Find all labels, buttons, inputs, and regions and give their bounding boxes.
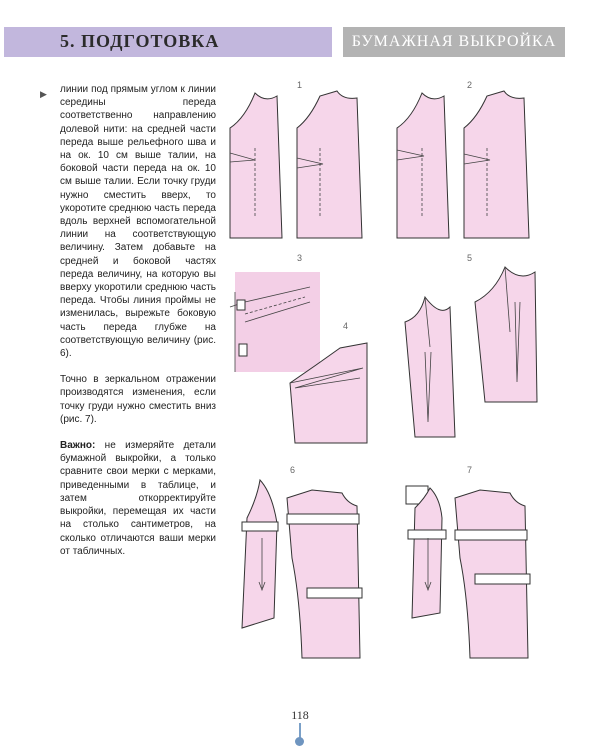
figure-2-illustration: [392, 88, 542, 243]
important-label: Важно:: [60, 440, 96, 452]
figure-number-1: 1: [297, 80, 303, 90]
important-text: не измеряйте детали бумажной выкройки, а только сравните свои мерки с мерками, приведенными в таблице, и затем откорректируйте выкройки, перемещая их части на столько сантиметров, на сколько отличаются ваши мерки от табличных.: [60, 440, 216, 557]
page-number: 118: [291, 708, 309, 722]
section-title: БУМАЖНАЯ ВЫКРОЙКА: [351, 33, 557, 50]
figure-number-7: 7: [467, 465, 473, 475]
page-marker-dot: [295, 737, 304, 746]
section-header: [343, 27, 565, 57]
chapter-header: [4, 27, 332, 57]
figure-1-illustration: [225, 88, 375, 243]
figure-number-4: 4: [343, 321, 349, 331]
paragraph-2: Точно в зеркальном отражении производятся изменения, если точку груди нужно сместить вниз (рис. 7).: [60, 374, 216, 425]
important-note: [60, 439, 216, 558]
body-text: [60, 83, 216, 571]
chapter-title: 5. ПОДГОТОВКА: [60, 31, 220, 51]
paragraph-1: линии под прямым углом к линии середины переда соответственно направлению долевой нити: на средней части переда выше рельефного шва и на ок. 10 см выше талии, на боковой части переда на ок. 10 см выше талии. Если точку груди нужно сместить вверх, то укоротите среднюю часть переда вдоль верхней вспомогательной линии на соответствующую величину. Затем добавьте на средней и боковой частях переда величину, на которую вы вверху укоротили среднюю часть переда. Чтобы линия проймы не изменилась, вырежьте боковую часть переда глубже на соответствующую величину (рис. 6).: [60, 84, 216, 360]
figure-number-6: 6: [290, 465, 296, 475]
figure-7-illustration: [400, 478, 540, 668]
figure-number-3: 3: [297, 253, 303, 263]
figure-number-5: 5: [467, 253, 473, 263]
figure-6-illustration: [232, 478, 372, 668]
bullet-arrow-icon: ▶: [40, 89, 47, 99]
figure-number-2: 2: [467, 80, 473, 90]
figure-4-illustration: [285, 338, 375, 448]
figure-5-illustration: [395, 262, 550, 442]
